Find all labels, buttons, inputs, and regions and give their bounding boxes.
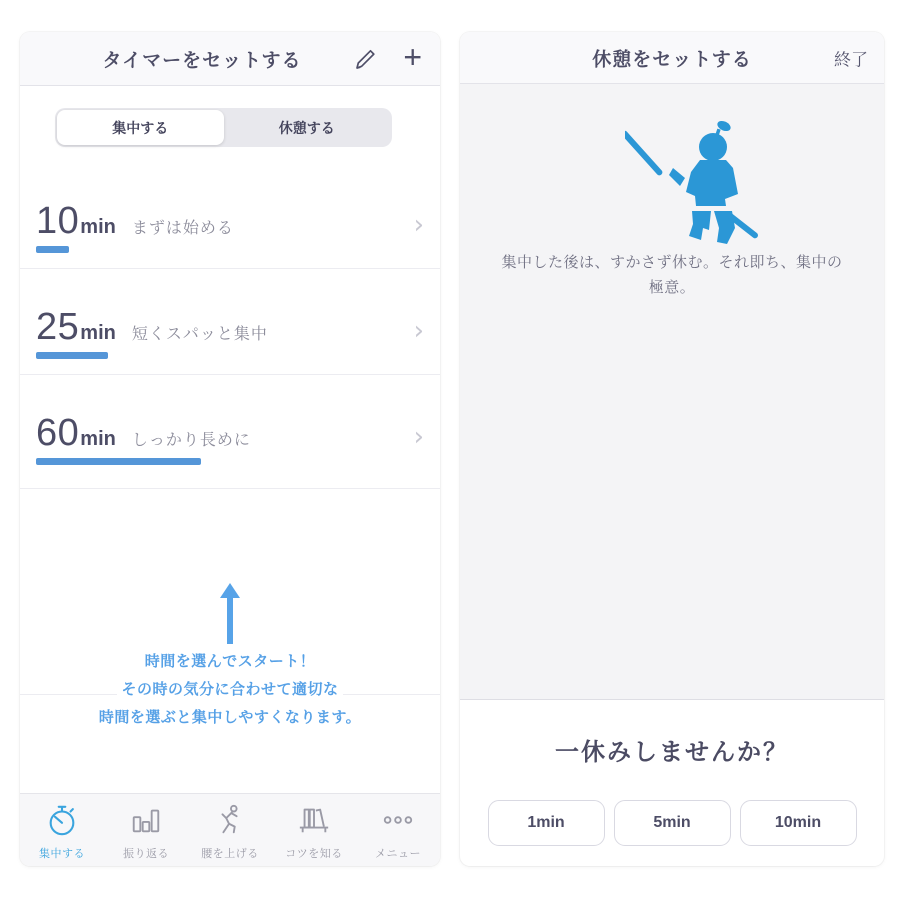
rest-caption	[472, 250, 872, 300]
rest-10min-button[interactable]: 10min	[740, 800, 857, 846]
tab-tips[interactable]	[272, 794, 356, 866]
segment-rest[interactable]: 休憩する	[278, 119, 335, 136]
menu-dots-icon	[381, 803, 415, 842]
tab-label: コツを知る	[285, 848, 343, 860]
duration-bar	[36, 458, 201, 465]
chevron-right-icon: ›	[413, 210, 424, 240]
tab-label: 振り返る	[123, 848, 169, 860]
tab-review[interactable]	[104, 794, 188, 866]
pencil-icon[interactable]	[353, 47, 377, 71]
timer-row-25min[interactable]	[20, 306, 440, 392]
timer-minutes: 10	[36, 200, 80, 242]
end-button[interactable]: 終了	[834, 50, 868, 69]
up-arrow-icon	[219, 583, 241, 650]
timer-unit: min	[80, 322, 116, 344]
plus-icon[interactable]: +	[403, 39, 422, 75]
timer-desc: しっかり長めに	[131, 432, 251, 449]
hint-line-2: その時の気分に合わせて適切な	[117, 676, 342, 704]
focus-timer-screen	[20, 32, 440, 866]
tab-bar	[20, 793, 440, 866]
stopwatch-icon	[45, 803, 79, 842]
rest-timer-screen	[460, 32, 884, 866]
rest-caption-line-1: 集中した後は、すかさず休む。それ即ち、集中の	[501, 254, 843, 271]
hint-line-1: 時間を選んでスタート！	[141, 648, 320, 676]
tab-focus[interactable]	[20, 794, 104, 866]
right-header-title: 休憩をセットする	[592, 49, 752, 70]
rest-duration-buttons	[460, 800, 884, 846]
rest-caption-line-2: 極意。	[648, 279, 696, 296]
samurai-icon	[625, 116, 785, 249]
rest-panel	[460, 84, 884, 700]
timer-minutes: 60	[36, 412, 80, 454]
chevron-right-icon: ›	[413, 422, 424, 452]
runner-icon	[213, 803, 247, 842]
left-header-title: タイマーをセットする	[102, 50, 302, 71]
rest-1min-button[interactable]: 1min	[488, 800, 605, 846]
chevron-right-icon: ›	[413, 316, 424, 346]
timer-row-60min[interactable]	[20, 412, 440, 498]
duration-bar	[36, 352, 108, 359]
timer-desc: 短くスパッと集中	[131, 326, 268, 343]
tab-label: 腰を上げる	[201, 848, 259, 860]
mode-segmented-control	[55, 108, 392, 147]
row-divider	[20, 374, 440, 375]
timer-desc: まずは始める	[131, 220, 234, 237]
tab-label: 集中する	[39, 848, 85, 860]
row-divider	[20, 268, 440, 269]
bar-chart-icon	[129, 803, 163, 842]
timer-unit: min	[80, 216, 116, 238]
left-header	[20, 32, 440, 86]
right-header	[460, 32, 884, 84]
duration-bar	[36, 246, 69, 253]
hint-text	[20, 648, 440, 732]
timer-unit: min	[80, 428, 116, 450]
rest-question: 一休みしませんか？	[555, 739, 789, 766]
timer-row-10min[interactable]	[20, 200, 440, 286]
segment-focus[interactable]: 集中する	[57, 110, 224, 145]
tab-get-up[interactable]	[188, 794, 272, 866]
hint-line-3: 時間を選ぶと集中しやすくなります。	[95, 704, 365, 732]
tab-menu[interactable]	[356, 794, 440, 866]
rest-5min-button[interactable]: 5min	[614, 800, 731, 846]
tab-label: メニュー	[375, 848, 421, 860]
row-divider	[20, 488, 440, 489]
bookshelf-icon	[297, 803, 331, 842]
timer-minutes: 25	[36, 306, 80, 348]
